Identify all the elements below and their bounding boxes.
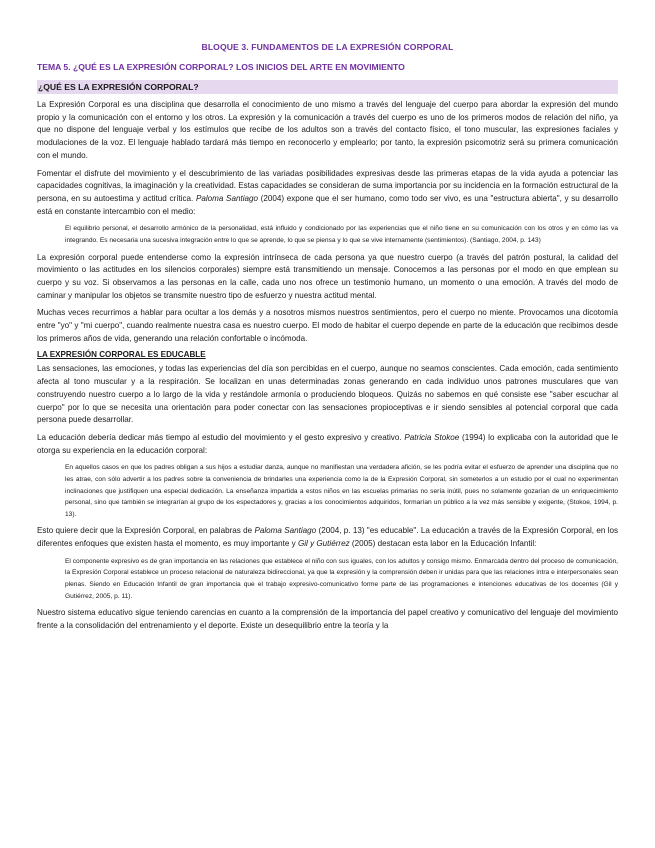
topic-title: TEMA 5. ¿QUÉ ES LA EXPRESIÓN CORPORAL? LOS INICIOS DEL ARTE EN MOVIMIENTO: [37, 62, 405, 72]
author-citation: Patricia Stokoe: [404, 432, 460, 442]
paragraph: Muchas veces recurrimos a hablar para ocultar a los demás y a nosotros mismos nuestros sentimientos, pero el cuerpo no miente. Provocamos una dicotomía entre "yo" y "mi cuerpo", cuando realmente nuestra casa es nuestro cuerpo. El modo de habitar el cuerpo depende en parte de la educación que recibimos desde los primeros años de vida, generando una relación confortable o incómoda.: [37, 308, 618, 343]
paragraph: Las sensaciones, las emociones, y todas las experiencias del día son percibidas en el cuerpo, aunque no seamos conscientes. Cada emoción, cada sentimiento afecta al tono muscular y a la respiración. Se localizan en unas determinadas zonas generando en cada individuo unos patrones musculares que van construyendo nuestro cuerpo a lo largo de la vida y restándole armonía o produciendo bloqueos. Quizás no sabemos en qué consiste ese "saber escuchar al cuerpo" por lo que se necesita una orientación para poder conectar con las sensaciones propioceptivas e ir siendo sensibles al potencial corporal que cada persona puede desarrollar.: [37, 364, 618, 425]
block-title: BLOQUE 3. FUNDAMENTOS DE LA EXPRESIÓN CORPORAL: [201, 42, 454, 52]
author-citation: Paloma Santiago: [254, 526, 317, 536]
paragraph: La Expresión Corporal es una disciplina que desarrolla el conocimiento de uno mismo a través del lenguaje del cuerpo para abordar la expresión del mundo propio y la comunicación con el entorno y los otros. La expresión y la comunicación a través del cuerpo es uno de los primeros modos de relación del niño, ya que no dispone del lenguaje verbal y los estímulos que recibe de los adultos son a través del contacto físico, el tono muscular, las expresiones faciales y modulaciones de la voz. El lenguaje hablado tardará más tiempo en reconocerlo y emplearlo; por tanto, la expresión psicomotriz será su primera comunicación con el mundo.: [37, 100, 618, 160]
paragraph: La expresión corporal puede entenderse como la expresión intrínseca de cada persona ya que nuestro cuerpo (a través del patrón postural, la calidad del movimiento o las actitudes en los silencios corporales) siempre está transmitiendo un mensaje. Conocemos a las personas por el modo en que emplean su cuerpo y su voz. Si observamos a las personas en la calle, cada uno nos ofrece un testimonio humano, un momento o una emoción. A través del modo de caminar y manipular los objetos se transmite nuestro tipo de esfuerzo y nuestra actitud mental.: [37, 252, 618, 300]
block-quote: El equilibrio personal, el desarrollo armónico de la personalidad, está influido y condicionado por las experiencias que el niño tiene en su comunicación con los otros y en cómo las va integrando. Es necesaria una sucesiva integración entre lo que se aprende, lo que se piensa y lo que se vive internamente (sentimientos). (Santiago, 2004, p. 143): [65, 225, 618, 244]
section-heading-educable: LA EXPRESIÓN CORPORAL ES EDUCABLE: [37, 350, 206, 360]
paragraph: Nuestro sistema educativo sigue teniendo carencias en cuanto a la comprensión de la importancia del papel creativo y comunicativo del lenguaje del movimiento frente a la consolidación del entrenamiento y el deporte. Existe un desequilibrio entre la teoría y la: [37, 608, 618, 630]
block-quote: En aquellos casos en que los padres obligan a sus hijos a estudiar danza, aunque no manifiestan una verdadera afición, se les podría evitar el esfuerzo de aprender una disciplina que no les atrae, con sólo advertir a los padres sobre la conveniencia de brindarles una experiencia como la de la Expresión Corporal, sin someterlos a un estudio por el cual no experimentan inclinaciones que justifiquen una especial dedicación. La enseñanza impartida a estos niños en las escuelas primarias no sería inútil, pues no solamente gozarían de un enriquecimiento personal, sino que también se integrarían al grupo de los espectadores y, gracias a los conocimientos adquiridos, formarían un público a la vez más sensible y exigente, (Stokoe, 1994, p. 13).: [65, 464, 618, 518]
paragraph: La educación debería dedicar más tiempo al estudio del movimiento y el gesto expresivo y creativo. Patricia Stokoe (1994) lo explicaba con la autoridad que le otorga su experiencia en la educación corporal:: [37, 432, 619, 455]
paragraph: Fomentar el disfrute del movimiento y el descubrimiento de las variadas posibilidades expresivas desde las primeras etapas de la vida ayuda a potenciar las capacidades cognitivas, la imaginación y la creatividad. Estas capacidades se consideran de suma importancia por su incidencia en la formación estructural de la persona, en su autoestima y actitud crítica. Paloma Santiago (2004) expone que el ser humano, como todo ser vivo, es una "estructura abierta", y su desarrollo está en constante intercambio con el medio:: [37, 168, 618, 216]
author-citation: Gil y Gutiérrez: [297, 539, 350, 549]
block-quote: El componente expresivo es de gran importancia en las relaciones que establece el niño con sus iguales, con los adultos y consigo mismo. Enmarcada dentro del proceso de comunicación, la Expresión Corporal establece un proceso relacional de naturaleza bidireccional, ya que la expresión y la comprensión deben ir unidas para que las relaciones intra e interpersonales sean plenas. Siendo en Educación Infantil de gran importancia que el trabajo expresivo-comunicativo forme parte de las programaciones e intenciones educativas de los docentes (Gil y Gutiérrez, 2005, p. 11).: [65, 557, 618, 600]
document-page: [37, 42, 618, 638]
paragraph: Esto quiere decir que la Expresión Corporal, en palabras de Paloma Santiago (2004, p. 13) "es educable". La educación a través de la Expresión Corporal, en los diferentes enfoques que existen hasta el momento, es muy importante y Gil y Gutiérrez (2005) destacan esta labor en la Educación Infantil:: [37, 526, 618, 549]
section-heading-what-is: ¿QUÉ ES LA EXPRESIÓN CORPORAL?: [37, 80, 618, 94]
author-citation: Paloma Santiago: [195, 193, 259, 203]
